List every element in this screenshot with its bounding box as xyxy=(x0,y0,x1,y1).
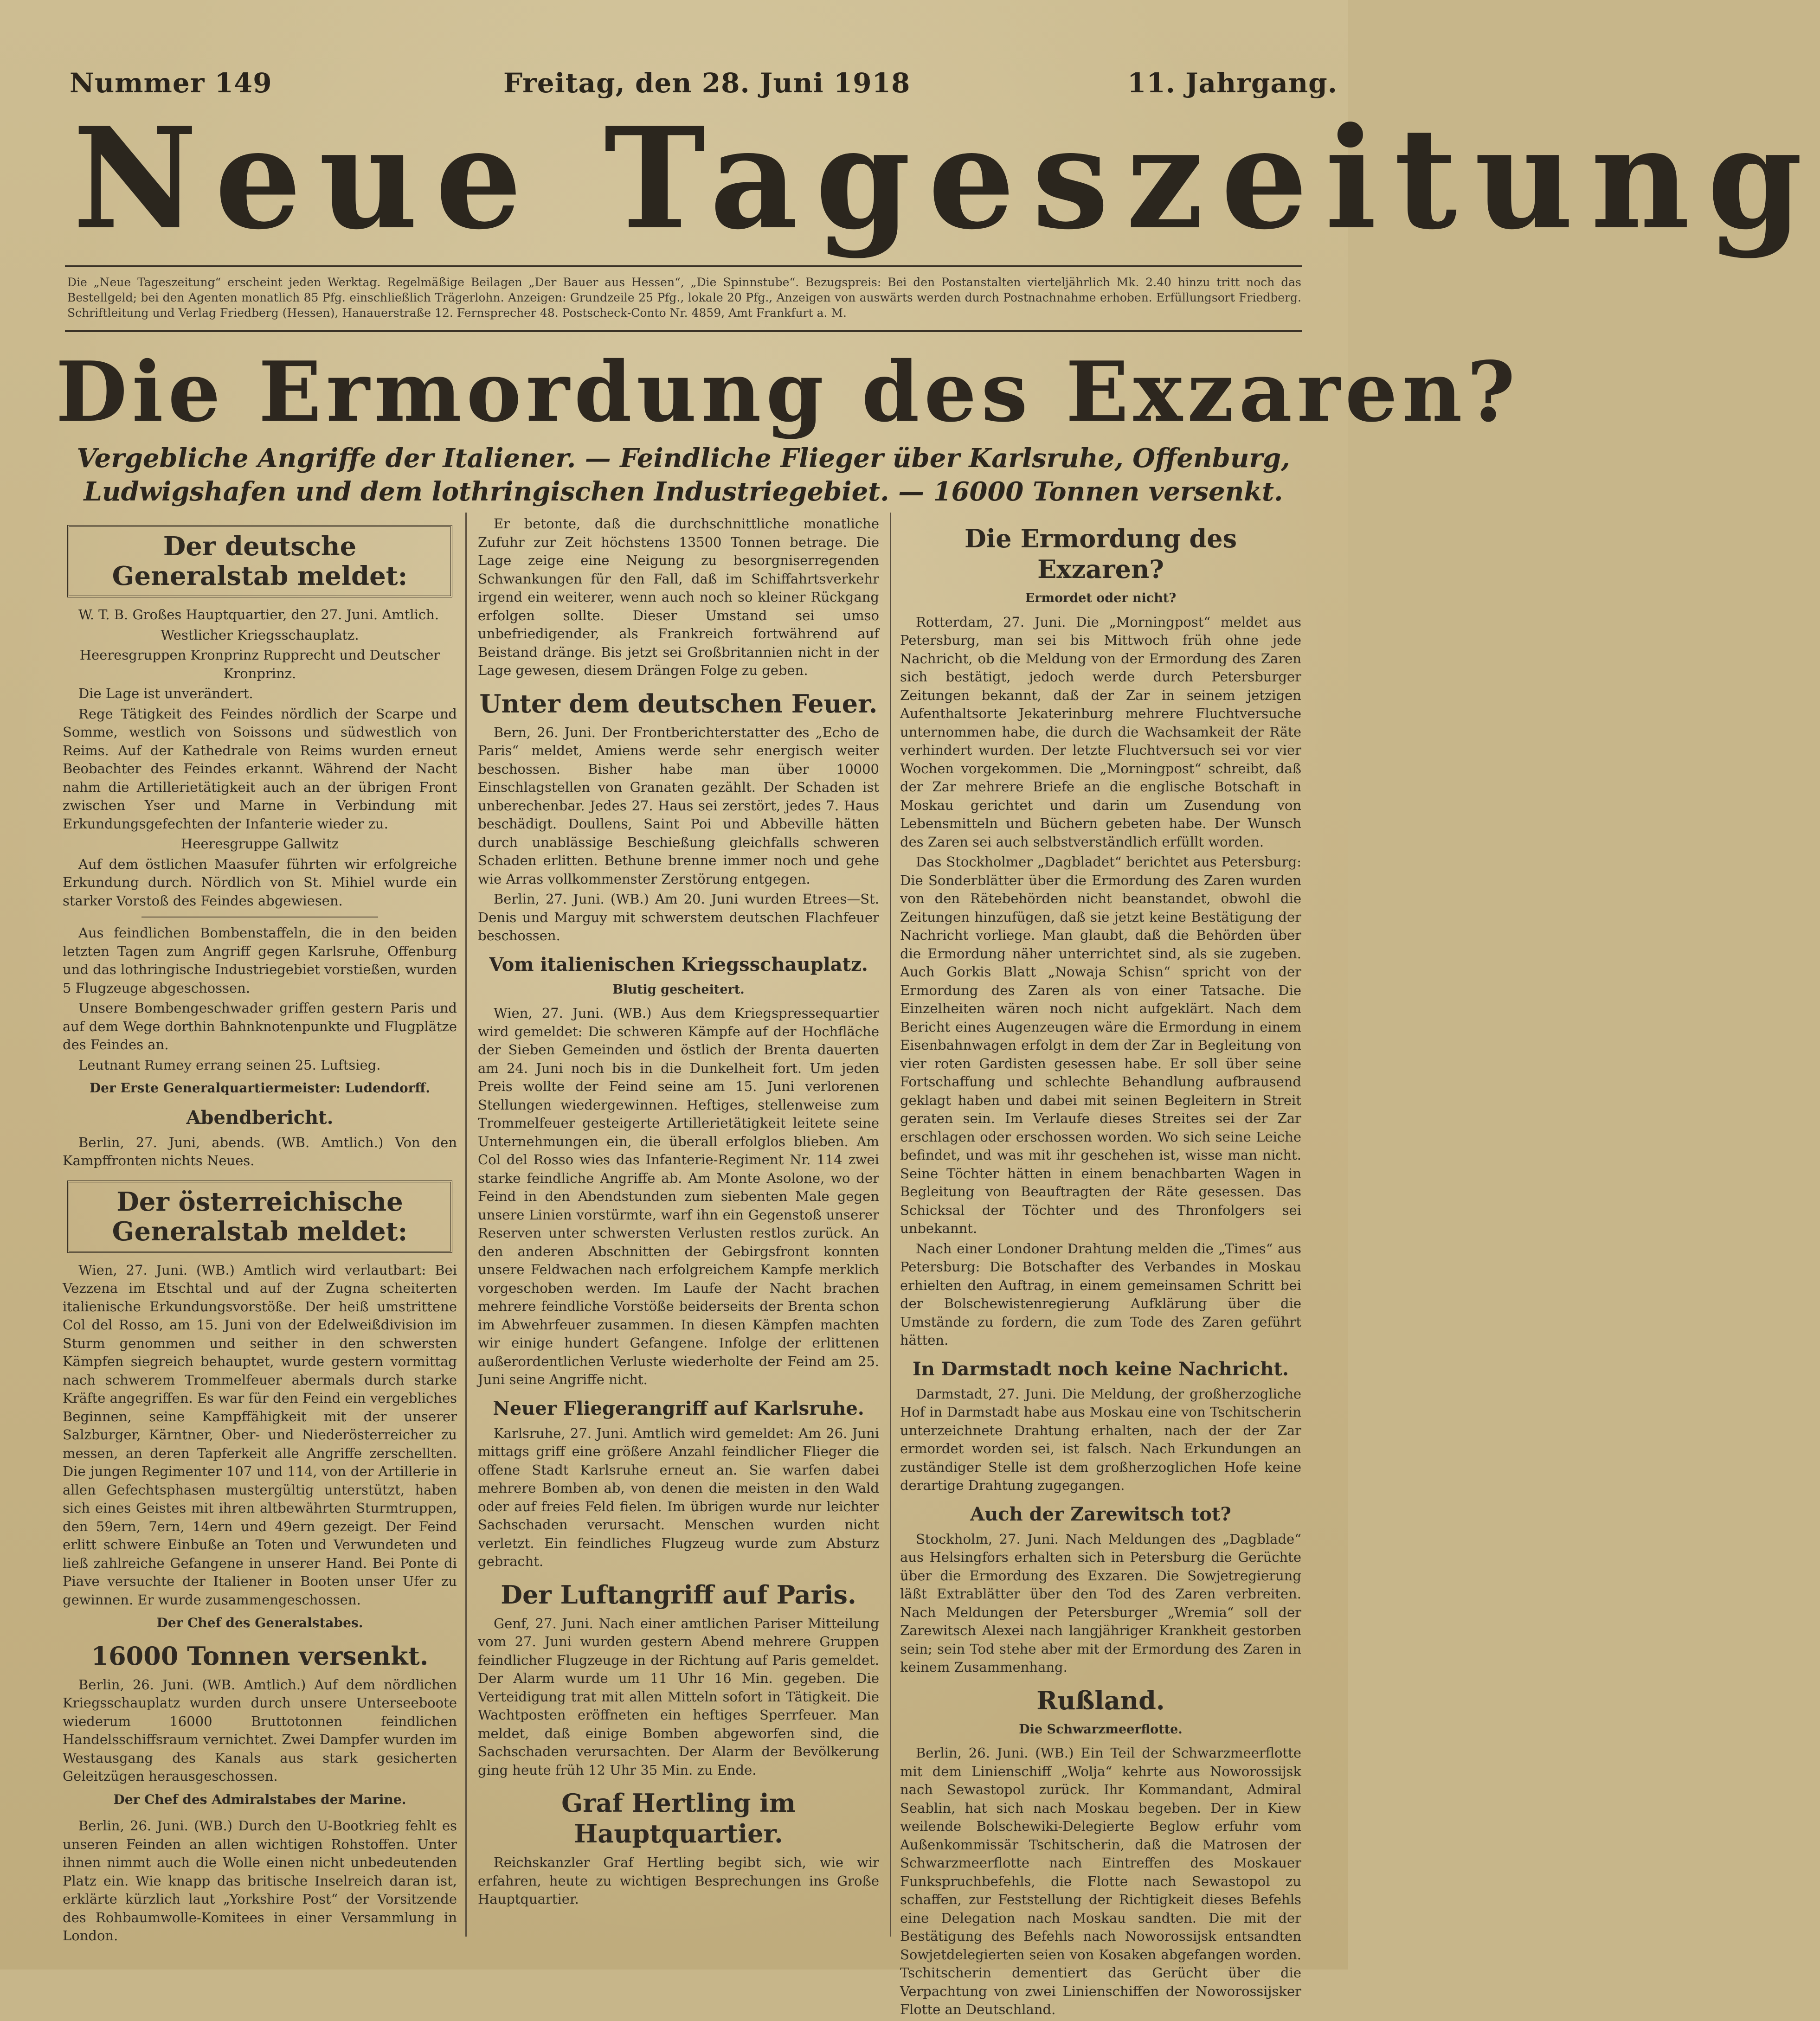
article-text: Unsere Bombengeschwader griffen gestern Paris und auf dem Wege dorthin Bahnknotenpunkte und Flugplätze des Feindes an. xyxy=(63,1000,457,1052)
section-label: Westlicher Kriegsschauplatz. xyxy=(161,627,359,643)
article-text: Wien, 27. Juni. (WB.) Aus dem Kriegspressequartier wird gemeldet: Die schweren Kämpfe auf der Hochfläche der Sieben Gemeinden und östlich der Brenta dauerten am 24. Juni noch bis in die Dunkelheit fort. Um jeden Preis wollte der Feind seine am 15. Juni verlorenen Stellungen wiedergewinnen. Heftiges, stellenweise zum Trommelfeuer gesteigerte Artillerietätigkeit leitete seine Unternehmungen ein, die überall erfolglos blieben. Am Col del Rosso wies das Infanterie-Regiment Nr. 114 zwei starke feindliche Angriffe ab. Am Monte Asolone, wo der Feind in den Abendstunden zum siebenten Male gegen unsere Linien vorstürmte, warf ihn ein Gegenstoß unserer Reserven unter schwersten Verlusten restlos zurück. An den anderen Abschnitten der Gebirgsfront konnten unsere Feldwachen nach erfolgreichem Kampfe merklich vorgeschoben werden. Im Laufe der Nacht brachen mehrere feindliche Vorstöße beiderseits der Brenta schon im Abwehrfeuer zusammen. In diesen Kämpfen machten wir einige hundert Gefangene. Infolge der erlittenen außerordentlichen Verluste wiederholte der Feind am 25. Juni seine Angriffe nicht. xyxy=(478,1005,879,1387)
article-heading: Unter dem deutschen Feuer. xyxy=(479,688,878,719)
column-divider-1 xyxy=(465,513,467,1937)
article-text: Rotterdam, 27. Juni. Die „Morningpost“ meldet aus Petersburg, man sei bis Mittwoch früh ohne jede Nachricht, ob die Meldung von der Ermordung des Zaren sich bestätigt, jedoch werde durch Petersburger Zeitungen bekannt, daß der Zar in seinem jetzigen Aufenthaltsorte Jekaterinburg mehrere Fluchtversuche unternommen habe, die durch die Wachsamkeit der Räte verhindert wurden. Der letzte Fluchtversuch sei vor vier Wochen vorgekommen. Die „Morningpost“ schreibt, daß der Zar mehrere Briefe an die englische Botschaft in Moskau gerichtet und darin um Zusendung von Lebensmitteln und Büchern gebeten habe. Der Wunsch des Zaren sei auch selbstverständlich erfüllt worden. xyxy=(900,614,1301,850)
column-2 xyxy=(478,515,879,1911)
article-heading: Graf Hertling im Hauptquartier. xyxy=(561,1788,796,1848)
article-text: Bern, 26. Juni. Der Frontberichterstatter des „Echo de Paris“ meldet, Amiens werde sehr energisch weiter beschossen. Bisher habe man über 10000 Einschlagstellen von Granaten gezählt. Der Schaden ist unberechenbar. Jedes 27. Haus sei zerstört, jedes 7. Haus beschädigt. Doullens, Saint Poi und Abbeville hätten durch unablässige Beschießung gleichfalls schweren Schaden erlitten. Bethune brenne immer noch und gehe wie Arras vollkommenster Zerstörung entgegen. xyxy=(478,724,879,887)
article-text: Rege Tätigkeit des Feindes nördlich der Scarpe und Somme, westlich von Soissons und südwestlich von Reims. Auf der Kathedrale von Reims wurden erneut Beobachter des Feindes erkannt. Während der Nacht nahm die Artillerietätigkeit auch an der übrigen Front zwischen Yser und Marne in Verbindung mit Erkundungsgefechten der Infanterie wieder zu. xyxy=(63,706,457,832)
section-label: Heeresgruppe Gallwitz xyxy=(180,836,339,852)
article-text: Karlsruhe, 27. Juni. Amtlich wird gemeldet: Am 26. Juni mittags griff eine größere Anzahl feindlicher Flieger die offene Stadt Karlsruhe erneut an. Sie warfen dabei mehrere Bomben ab, von denen die meisten in den Wald oder auf freies Feld fielen. Im übrigen wurde nur leichter Sachschaden verursacht. Menschen wurden nicht verletzt. Ein feindliches Flugzeug wurde zum Absturz gebracht. xyxy=(478,1425,879,1569)
article-heading: Auch der Zarewitsch tot? xyxy=(970,1503,1231,1525)
publication-info: Die „Neue Tageszeitung“ erscheint jeden Werktag. Regelmäßige Beilagen „Der Bauer aus Hessen“, „Die Spinnstube“. Bezugspreis: Bei den Postanstalten vierteljährlich Mk. 2.40 hinzu tritt noch das Bestellgeld; bei den Agenten monatlich 85 Pfg. einschließlich Trägerlohn. Anzeigen: Grundzeile 25 Pfg., lokale 20 Pfg., Anzeigen von auswärts werden durch Postnachnahme erhoben. Erfüllungsort Friedberg. Schriftleitung und Verlag Friedberg (Hessen), Hanauerstraße 12. Fernsprecher 48. Postscheck-Conto Nr. 4859, Amt Frankfurt a. M. xyxy=(67,276,1301,320)
article-heading: Rußland. xyxy=(1036,1685,1165,1715)
article-text: Wien, 27. Juni. (WB.) Amtlich wird verlautbart: Bei Vezzena im Etschtal und auf der Zugna scheiterten italienische Erkundungsvorstöße. Der heiß umstrittene Col del Rosso, am 15. Juni von der Edelweißdivision im Sturm genommen und seither in den schwersten Kämpfen siegreich behauptet, wurde gestern vormittag nach schwerem Trommelfeuer abermals durch starke Kräfte angegriffen. Es war für den Feind ein vergebliches Beginnen, seine Kampffähigkeit mit der unserer Salzburger, Kärntner, Ober- und Niederösterreicher zu messen, an deren Tapferkeit alle Angriffe zerschellten. Die jungen Regimenter 107 und 114, von der Artillerie in allen Gefechtsphasen mustergültig unterstützt, haben sich eines Geistes mit ihren altbewährten Sturmtruppen, den 59ern, 7ern, 14ern und 49ern gezeigt. Der Feind erlitt schwere Einbuße an Toten und Verwundeten und ließ zahlreiche Gefangene in unserer Hand. Bei Ponte di Piave versuchte der Italiener in Booten unser Ufer zu gewinnen. Er wurde zusammengeschossen. xyxy=(63,1262,457,1608)
signature: Der Erste Generalquartiermeister: Ludendorff. xyxy=(89,1080,431,1096)
column-divider-2 xyxy=(890,513,891,1937)
article-subheading: Blutig gescheitert. xyxy=(612,982,745,997)
article-text: Berlin, 27. Juni. (WB.) Am 20. Juni wurden Etrees—St. Denis und Marguy mit schwerstem deutschen Flachfeuer beschossen. xyxy=(478,891,879,943)
article-text: Genf, 27. Juni. Nach einer amtlichen Pariser Mitteilung vom 27. Juni wurden gestern Abend mehrere Gruppen feindlicher Flugzeuge in der Richtung auf Paris gemeldet. Der Alarm wurde um 11 Uhr 16 Min. gegeben. Die Verteidigung trat mit allen Mitteln sofort in Tätigkeit. Die Wachtposten eröffneten ein heftiges Sperrfeuer. Man meldet, daß einige Bomben abgeworfen sind, die Sachschaden verursachten. Der Alarm der Bevölkerung ging heute früh 12 Uhr 35 Min. zu Ende. xyxy=(478,1615,879,1778)
issue-volume: 11. Jahrgang. xyxy=(1127,67,1338,99)
main-headline: Die Ermordung des Exzaren? xyxy=(56,343,1520,440)
article-text: Reichskanzler Graf Hertling begibt sich, wie wir erfahren, heute zu wichtigen Besprechungen ins Große Hauptquartier. xyxy=(478,1854,879,1907)
article-heading: Abendbericht. xyxy=(186,1106,334,1129)
masthead-title: Neue Tageszeitung xyxy=(72,96,1820,260)
issue-number: Nummer 149 xyxy=(70,67,272,99)
article-heading: 16000 Tonnen versenkt. xyxy=(91,1641,429,1671)
austrian-staff-heading: Der österreichische Generalstab meldet: xyxy=(67,1181,452,1253)
section-label: Heeresgruppen Kronprinz Rupprecht und Deutscher Kronprinz. xyxy=(79,647,440,681)
sub-headline: Vergebliche Angriffe der Italiener. — Feindliche Flieger über Karlsruhe, Offenburg, Ludwigshafen und dem lothringischen Industriegebiet. — 16000 Tonnen versenkt. xyxy=(77,443,1290,507)
article-heading: Der Luftangriff auf Paris. xyxy=(501,1579,856,1610)
article-text: W. T. B. Großes Hauptquartier, den 27. Juni. Amtlich. xyxy=(78,607,439,622)
article-text: Stockholm, 27. Juni. Nach Meldungen des „Dagblade“ aus Helsingfors erhalten sich in Petersburg die Gerüchte über die Ermordung des Exzaren. Die Sowjetregierung läßt Extrablätter über den Tod des Zaren verbreiten. Nach Meldungen der Petersburger „Wremia“ soll der Zarewitsch Alexei nach langjähriger Krankheit gestorben sein; sein Tod stehe aber mit der Ermordung des Zaren in keinem Zusammenhang. xyxy=(900,1531,1301,1675)
article-heading: Vom italienischen Kriegsschauplatz. xyxy=(489,953,868,975)
article-text: Berlin, 26. Juni. (WB. Amtlich.) Auf dem nördlichen Kriegsschauplatz wurden durch unsere Unterseeboote wiederum 16000 Bruttotonnen feindlichen Handelsschiffsraum vernichtet. Zwei Dampfer wurden im Westausgang des Kanals aus stark gesicherten Geleitzügen herausgeschossen. xyxy=(63,1676,457,1784)
article-text: Aus feindlichen Bombenstaffeln, die in den beiden letzten Tagen zum Angriff gegen Karlsruhe, Offenburg und das lothringische Industriegebiet vorstießen, wurden 5 Flugzeuge abgeschossen. xyxy=(63,925,457,996)
article-text: Berlin, 26. Juni. (WB.) Durch den U-Bootkrieg fehlt es unseren Feinden an allen wichtigen Rohstoffen. Unter ihnen nimmt auch die Wolle einen nicht unbedeutenden Platz ein. Wie knapp das britische Inselreich daran ist, erklärte kürzlich laut „Yorkshire Post“ der Vorsitzende des Rohbaumwolle-Komitees in einer Versammlung in London. xyxy=(63,1818,457,1944)
column-3 xyxy=(900,515,1301,2021)
article-subheading: Die Schwarzmeerflotte. xyxy=(1019,1722,1183,1737)
article-text: Das Stockholmer „Dagbladet“ berichtet aus Petersburg: Die Sonderblätter über die Ermordung des Zaren wurden von den Rätebehörden nicht beanstandet, obwohl die Zeitungen hinzufügen, daß sie jetzt keine Bestätigung der Nachricht vorliege. Man glaubt, daß die Behörden über die Ermordung näher unterrichtet sind, als sie zugeben. Auch Gorkis Blatt „Nowaja Schisn“ spricht von der Ermordung des Zaren als von einer Tatsache. Die Einzelheiten wären noch nicht aufgeklärt. Nach dem Bericht eines Augenzeugen wäre die Ermordung in einem Eisenbahnwagen erfolgt in dem der Zar in Begleitung von vier roten Gardisten gesessen habe. Er soll über seine Fortschaffung und schlechte Behandlung aufbrausend geklagt haben und dabei mit seinen Begleitern in Streit geraten sein. Im Verlaufe dieses Streites sei der Zar erschlagen oder erschossen worden. Wo sich seine Leiche befindet, und was mit ihr geschehen ist, wisse man nicht. Seine Töchter hätten in einem benachbarten Wagen in Begleitung von Beauftragten der Räte gesessen. Das Schicksal der Töchter und des Thronfolgers sei unbekannt. xyxy=(900,854,1301,1236)
masthead-rule-top xyxy=(65,265,1302,267)
article-text: Auf dem östlichen Maasufer führten wir erfolgreiche Erkundung durch. Nördlich von St. Mihiel wurde ein starker Vorstoß des Feindes abgewiesen. xyxy=(63,856,457,909)
german-staff-heading: Der deutsche Generalstab meldet: xyxy=(67,525,452,597)
article-text: Er betonte, daß die durchschnittliche monatliche Zufuhr zur Zeit höchstens 13500 Tonnen betrage. Die Lage zeige eine Neigung zu besorgniserregenden Schwankungen für den Fall, daß im Schiffahrtsverkehr irgend ein weiterer, wenn auch noch so kleiner Rückgang erfolgen sollte. Dieser Umstand sei umso unbefriedigender, als Frankreich fortwährend auf Beistand dränge. Bis jetzt sei Großbritannien nicht in der Lage gewesen, diesem Drängen Folge zu geben. xyxy=(478,516,879,678)
column-1 xyxy=(63,515,457,1947)
article-text: Die Lage ist unverändert. xyxy=(78,686,253,701)
article-text: Berlin, 26. Juni. (WB.) Ein Teil der Schwarzmeerflotte mit dem Linienschiff „Wolja“ kehrte aus Noworossijsk nach Sewastopol zurück. Ihr Kommandant, Admiral Seablin, hat sich nach Moskau begeben. Der in Kiew weilende Bolschewiki-Delegierte Beglow erfuhr vom Außenkommissär Tschitscherin, daß die Matrosen der Schwarzmeerflotte nach Eintreffen des Moskauer Funkspruchbefehls, die Flotte nach Sewastopol zu schaffen, zur Feststellung der Richtigkeit dieses Befehls eine Delegation nach Moskau sandten. Die mit der Bestätigung des Befehls nach Noworossijsk entsandten Sowjetdelegierten seien von Kosaken abgefangen worden. Tschitscherin dementiert das Gerücht über die Verpachtung von zwei Linienschiffen der Noworossijsker Flotte an Deutschland. xyxy=(900,1745,1301,2017)
article-subheading: Ermordet oder nicht? xyxy=(1025,591,1177,605)
article-text: Leutnant Rumey errang seinen 25. Luftsieg. xyxy=(78,1057,381,1073)
issue-date: Freitag, den 28. Juni 1918 xyxy=(503,67,911,99)
article-text: Berlin, 27. Juni, abends. (WB. Amtlich.) Von den Kampffronten nichts Neues. xyxy=(63,1134,457,1168)
signature: Der Chef des Admiralstabes der Marine. xyxy=(113,1791,406,1807)
signature: Der Chef des Generalstabes. xyxy=(156,1615,363,1630)
article-heading: In Darmstadt noch keine Nachricht. xyxy=(913,1358,1289,1380)
article-heading: Die Ermordung des Exzaren? xyxy=(964,524,1237,584)
article-heading: Neuer Fliegerangriff auf Karlsruhe. xyxy=(493,1397,864,1419)
masthead-rule-bottom xyxy=(65,330,1302,332)
article-text: Nach einer Londoner Drahtung melden die „Times“ aus Petersburg: Die Botschafter des Verbandes in Moskau erhielten den Auftrag, in einem gemeinsamen Schritt bei der Bolschewistenregierung Aufklärung über die Umstände zu fordern, die zum Tode des Zaren geführt hätten. xyxy=(900,1240,1301,1348)
article-text: Darmstadt, 27. Juni. Die Meldung, der großherzogliche Hof in Darmstadt habe aus Moskau eine von Tschitscherin unterzeichnete Drahtung erhalten, nach der der Zar ermordet worden sei, ist falsch. Nach Erkundungen an zuständiger Stelle ist dem großherzoglichen Hofe keine derartige Drahtung zugegangen. xyxy=(900,1386,1301,1493)
